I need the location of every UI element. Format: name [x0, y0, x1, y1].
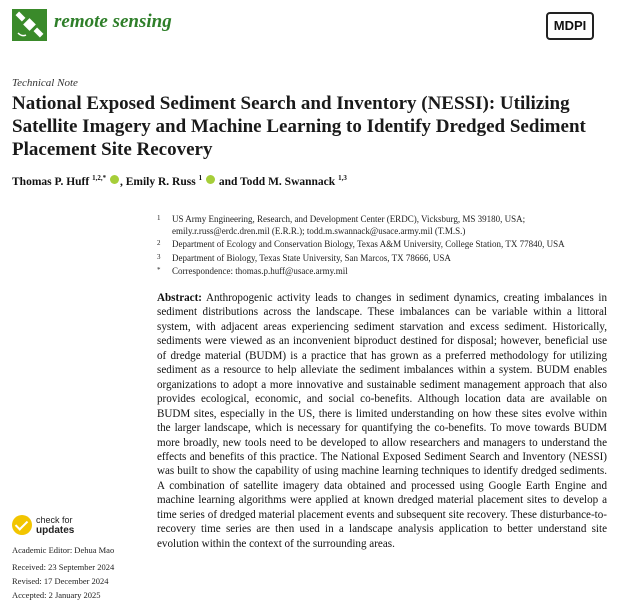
affiliation-text: Department of Ecology and Conservation Biology, Texas A&M University, College Station, TX 77840, USA	[172, 239, 565, 249]
affiliation-text[interactable]: Correspondence: thomas.p.huff@usace.army.mil	[172, 266, 348, 276]
affiliation-text: Department of Biology, Texas State University, San Marcos, TX 78666, USA	[172, 252, 451, 263]
affiliations	[157, 214, 617, 278]
affiliation-item	[157, 214, 617, 237]
author-name[interactable]: Thomas P. Huff	[12, 175, 90, 188]
affiliation-number: *	[157, 266, 161, 274]
affiliation-number: 1	[157, 214, 161, 222]
author-separator: ,	[119, 175, 126, 188]
abstract-label: Abstract:	[157, 292, 202, 304]
abstract	[157, 291, 607, 551]
affiliation-number: 2	[157, 239, 161, 247]
orcid-icon[interactable]	[110, 175, 119, 184]
abstract-text: Anthropogenic activity leads to changes in sediment dynamics, creating imbalances in sediment distributions across the landscape. These imbalances can be variable within a littoral system, with adjacent areas experiencing sediment starvation and excess sediment. Historically, sediments were viewed as an inconvenient biproduct destined for disposal; however, beneficial use of dredge material (BUDM) is a practice that has grown as a preferred methodology for utilizing sediment as a resource to help alleviate the sediment imbalances within a system. BUDM enables organizations to adopt a more innovative and sustainable sediment management approach that also provides ecological, economic, and social co-benefits. Although location data are available on BUDM sites, especially in the US, there is limited understanding on how these sites evolve within the larger landscape, which is necessary for quantifying the co-benefits. To move towards BUDM more broadly, new tools need to be developed to allow researchers and managers to understand the effects and benefits of this practice. The National Exposed Sediment Search and Inventory (NESSI) was built to show the capability of using machine learning techniques to identify dredged sediments. A combination of satellite imagery data obtained and processed using Google Earth Engine and machine learning algorithms were applied at known dredged material placement sites to develop a time series of dredged material placement events and subsequent site recovery. These disturbance-to-recovery time series are then used in a landscape analysis application to better understand site evolution within the context of the surrounding areas.	[157, 292, 607, 550]
author-name[interactable]: Todd M. Swannack	[240, 175, 336, 188]
satellite-icon	[12, 9, 47, 41]
affiliation-number: 3	[157, 252, 161, 261]
author-affiliation-marker: 1	[198, 174, 203, 182]
academic-editor: Academic Editor: Dehua Mao	[12, 545, 115, 555]
author-affiliation-marker: 1,3	[338, 174, 347, 182]
journal-logo	[12, 9, 47, 41]
author-separator: and	[215, 175, 241, 188]
author-list	[12, 174, 347, 188]
publisher-logo: MDPI	[546, 12, 594, 40]
author-affiliation-marker: 1,2,*	[92, 174, 107, 182]
affiliation-item	[157, 266, 617, 278]
check-for-updates-label	[36, 515, 74, 536]
affiliation-text: US Army Engineering, Research, and Development Center (ERDC), Vicksburg, MS 39180, USA; emily.r.russ@erdc.dren.mil (E.R.R.); todd.m.swannack@usace.army.mil (T.M.S.)	[172, 214, 526, 236]
revised-date: Revised: 17 December 2024	[12, 576, 109, 586]
author-name[interactable]: Emily R. Russ	[125, 175, 196, 188]
received-date: Received: 23 September 2024	[12, 562, 115, 572]
affiliation-item	[157, 253, 617, 265]
check-icon	[12, 515, 32, 535]
orcid-icon[interactable]	[206, 175, 215, 184]
accepted-date: Accepted: 2 January 2025	[12, 590, 101, 600]
journal-name: remote sensing	[54, 11, 172, 32]
article-type: Technical Note	[12, 77, 78, 89]
affiliation-item	[157, 239, 617, 251]
check-line1: check for	[36, 515, 73, 525]
article-title: National Exposed Sediment Search and Inventory (NESSI): Utilizing Satellite Imagery and Machine Learning to Identify Dredged Sediment Placement Site Recovery	[12, 93, 586, 160]
check-line2: updates	[36, 525, 75, 536]
